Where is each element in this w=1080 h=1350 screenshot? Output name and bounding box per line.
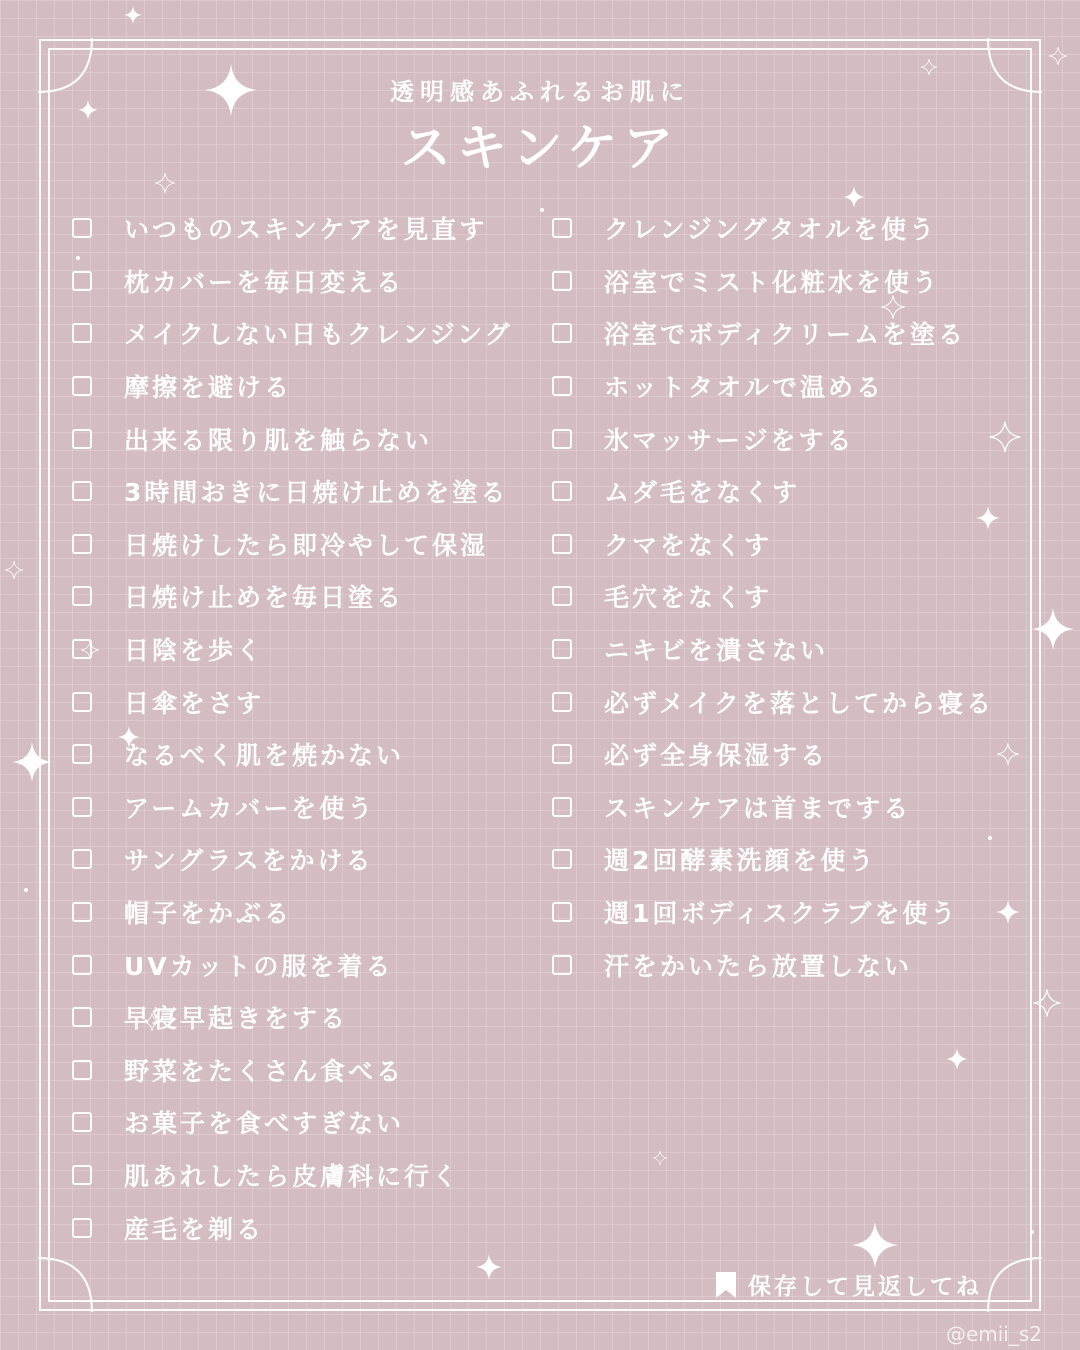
checklist-item[interactable] bbox=[552, 833, 994, 886]
checklist-item[interactable] bbox=[72, 307, 513, 360]
star-dot bbox=[1030, 1230, 1034, 1234]
checklist-item[interactable] bbox=[552, 781, 994, 834]
checklist-item[interactable] bbox=[72, 833, 513, 886]
checklist-item-label: 毛穴をなくす bbox=[604, 583, 773, 613]
checklist-item-label: クレンジングタオルを使う bbox=[604, 215, 938, 245]
checkbox[interactable] bbox=[552, 797, 572, 817]
checklist-item[interactable] bbox=[552, 465, 994, 518]
checklist-item-label: ニキビを潰さない bbox=[604, 636, 829, 666]
checkbox[interactable] bbox=[72, 1165, 92, 1185]
checklist-item[interactable] bbox=[552, 255, 994, 308]
checkbox[interactable] bbox=[552, 376, 572, 396]
checklist-item-label: 必ずメイクを落としてから寝る bbox=[604, 688, 995, 718]
corner-ornament-icon bbox=[986, 1256, 1046, 1316]
sparkle-icon bbox=[476, 1254, 502, 1280]
save-hint-label: 保存して見返してね bbox=[748, 1274, 982, 1300]
checklist-item-label: 必ず全身保湿する bbox=[604, 741, 829, 771]
checkbox[interactable] bbox=[552, 481, 572, 501]
sparkle-outline-icon bbox=[1048, 46, 1068, 66]
checklist-item[interactable] bbox=[72, 623, 513, 676]
checklist-item-label: ムダ毛をなくす bbox=[604, 478, 801, 508]
checkbox[interactable] bbox=[72, 429, 92, 449]
checklist-item[interactable] bbox=[552, 623, 994, 676]
checklist-item-label: 産毛を剃る bbox=[124, 1214, 265, 1244]
checklist-item-label: 出来る限り肌を触らない bbox=[124, 425, 433, 455]
checklist-item-label: 日焼けしたら即冷やして保湿 bbox=[124, 530, 489, 560]
sparkle-icon bbox=[1032, 608, 1074, 650]
star-dot bbox=[24, 888, 28, 892]
checkbox[interactable] bbox=[552, 271, 572, 291]
checkbox[interactable] bbox=[552, 639, 572, 659]
checkbox[interactable] bbox=[72, 376, 92, 396]
checklist-item-label: メイクしない日もクレンジング bbox=[124, 320, 513, 350]
checklist-item[interactable] bbox=[72, 255, 513, 308]
checkbox[interactable] bbox=[72, 271, 92, 291]
sparkle-outline-icon bbox=[996, 742, 1020, 766]
checkbox[interactable] bbox=[72, 481, 92, 501]
checkbox[interactable] bbox=[72, 323, 92, 343]
checklist-item-label: なるべく肌を焼かない bbox=[124, 741, 405, 771]
checklist-item[interactable] bbox=[552, 675, 994, 728]
checklist-item-label: スキンケアは首までする bbox=[604, 793, 912, 823]
checklist-item[interactable] bbox=[72, 202, 513, 255]
checklist-item-label: いつものスキンケアを見直す bbox=[124, 215, 488, 245]
checklist-item-label: クマをなくす bbox=[604, 530, 773, 560]
checklist-item[interactable] bbox=[552, 518, 994, 571]
checklist-item-label: 日焼け止めを毎日塗る bbox=[124, 583, 405, 613]
checklist-item-label: 氷マッサージをする bbox=[604, 425, 855, 455]
checklist-item-label: 早寝早起きをする bbox=[124, 1004, 349, 1034]
checklist-item[interactable] bbox=[72, 1149, 513, 1202]
checkbox[interactable] bbox=[552, 429, 572, 449]
checklist-item-label: 肌あれしたら皮膚科に行く bbox=[124, 1161, 461, 1191]
checkbox[interactable] bbox=[72, 955, 92, 975]
sparkle-icon bbox=[852, 1222, 898, 1268]
sparkle-icon bbox=[946, 1048, 968, 1070]
checklist-item[interactable] bbox=[72, 1044, 513, 1097]
checklist-item-label: 帽子をかぶる bbox=[124, 899, 293, 929]
checkbox[interactable] bbox=[72, 744, 92, 764]
page-title: スキンケア bbox=[400, 119, 680, 177]
checkbox[interactable] bbox=[552, 955, 572, 975]
checkbox[interactable] bbox=[552, 902, 572, 922]
subtitle: 透明感あふれるお肌に bbox=[390, 78, 690, 106]
checkbox[interactable] bbox=[72, 902, 92, 922]
checklist-item-label: ホットタオルで温める bbox=[604, 373, 885, 403]
checklist-item[interactable] bbox=[72, 675, 513, 728]
checkbox[interactable] bbox=[72, 797, 92, 817]
sparkle-outline-icon bbox=[4, 560, 24, 580]
checkbox[interactable] bbox=[552, 218, 572, 238]
checklist-item[interactable] bbox=[72, 781, 513, 834]
checklist-item[interactable] bbox=[72, 728, 513, 781]
checklist-item-label: UVカットの服を着る bbox=[124, 951, 394, 981]
checklist-item-label: 枕カバーを毎日変える bbox=[124, 267, 405, 297]
checklist-item-label: 浴室でミスト化粧水を使う bbox=[604, 267, 941, 297]
checkbox[interactable] bbox=[72, 1218, 92, 1238]
checklist-right-column bbox=[552, 202, 994, 991]
sparkle-icon bbox=[996, 900, 1020, 924]
checklist-item[interactable] bbox=[72, 412, 513, 465]
checkbox[interactable] bbox=[72, 692, 92, 712]
checklist-item-label: 浴室でボディクリームを塗る bbox=[604, 320, 967, 350]
checklist-item[interactable] bbox=[72, 360, 513, 413]
checklist-item[interactable] bbox=[552, 938, 994, 991]
checklist-item[interactable] bbox=[72, 1201, 513, 1254]
checkbox[interactable] bbox=[72, 1112, 92, 1132]
checklist-item-label: 野菜をたくさん食べる bbox=[124, 1056, 405, 1086]
sparkle-icon bbox=[124, 6, 142, 24]
checklist-item-label: 週1回ボディスクラブを使う bbox=[604, 899, 959, 929]
checklist-item-label: サングラスをかける bbox=[124, 846, 374, 876]
star-dot bbox=[540, 208, 544, 212]
checklist-item[interactable] bbox=[552, 360, 994, 413]
sparkle-icon bbox=[12, 742, 52, 782]
checklist-item-label: 汗をかいたら放置しない bbox=[604, 951, 913, 981]
checkbox[interactable] bbox=[72, 639, 92, 659]
checkbox[interactable] bbox=[552, 692, 572, 712]
checklist-item-label: 日傘をさす bbox=[124, 688, 265, 718]
checklist-left-column bbox=[72, 202, 513, 1254]
checklist-item[interactable] bbox=[72, 991, 513, 1044]
checkbox[interactable] bbox=[72, 1007, 92, 1027]
checklist-item[interactable] bbox=[72, 886, 513, 939]
checkbox[interactable] bbox=[72, 849, 92, 869]
checklist-item[interactable] bbox=[552, 886, 994, 939]
checkbox[interactable] bbox=[552, 323, 572, 343]
sparkle-outline-icon bbox=[1032, 988, 1062, 1018]
checklist-item-label: 摩擦を避ける bbox=[124, 373, 293, 403]
checklist-item[interactable] bbox=[552, 570, 994, 623]
checklist-item-label: 週2回酵素洗顔を使う bbox=[604, 846, 877, 876]
checkbox[interactable] bbox=[72, 1060, 92, 1080]
bookmark-icon bbox=[716, 1272, 736, 1298]
sparkle-outline-icon bbox=[652, 1150, 668, 1166]
checklist-item[interactable] bbox=[72, 1096, 513, 1149]
checklist-item[interactable] bbox=[72, 518, 513, 571]
checklist-item[interactable] bbox=[552, 412, 994, 465]
checklist-item[interactable] bbox=[552, 202, 994, 255]
save-hint bbox=[716, 1268, 982, 1301]
checklist-item-label: 日陰を歩く bbox=[124, 636, 265, 666]
checkbox[interactable] bbox=[552, 534, 572, 554]
checklist-item[interactable] bbox=[552, 307, 994, 360]
corner-ornament-icon bbox=[34, 1256, 94, 1316]
checklist-item[interactable] bbox=[72, 938, 513, 991]
checklist-item-label: お菓子を食べすぎない bbox=[124, 1109, 405, 1139]
checklist-item[interactable] bbox=[72, 465, 513, 518]
checkbox[interactable] bbox=[552, 849, 572, 869]
checklist-item[interactable] bbox=[72, 570, 513, 623]
checklist-item-label: アームカバーを使う bbox=[124, 793, 376, 823]
checklist-item[interactable] bbox=[552, 728, 994, 781]
checkbox[interactable] bbox=[72, 534, 92, 554]
checkbox[interactable] bbox=[552, 744, 572, 764]
checklist-item-label: 3時間おきに日焼け止めを塗る bbox=[124, 478, 509, 508]
checkbox[interactable] bbox=[552, 586, 572, 606]
checkbox[interactable] bbox=[72, 586, 92, 606]
author-credit: @emii_s2 bbox=[945, 1322, 1042, 1346]
checkbox[interactable] bbox=[72, 218, 92, 238]
